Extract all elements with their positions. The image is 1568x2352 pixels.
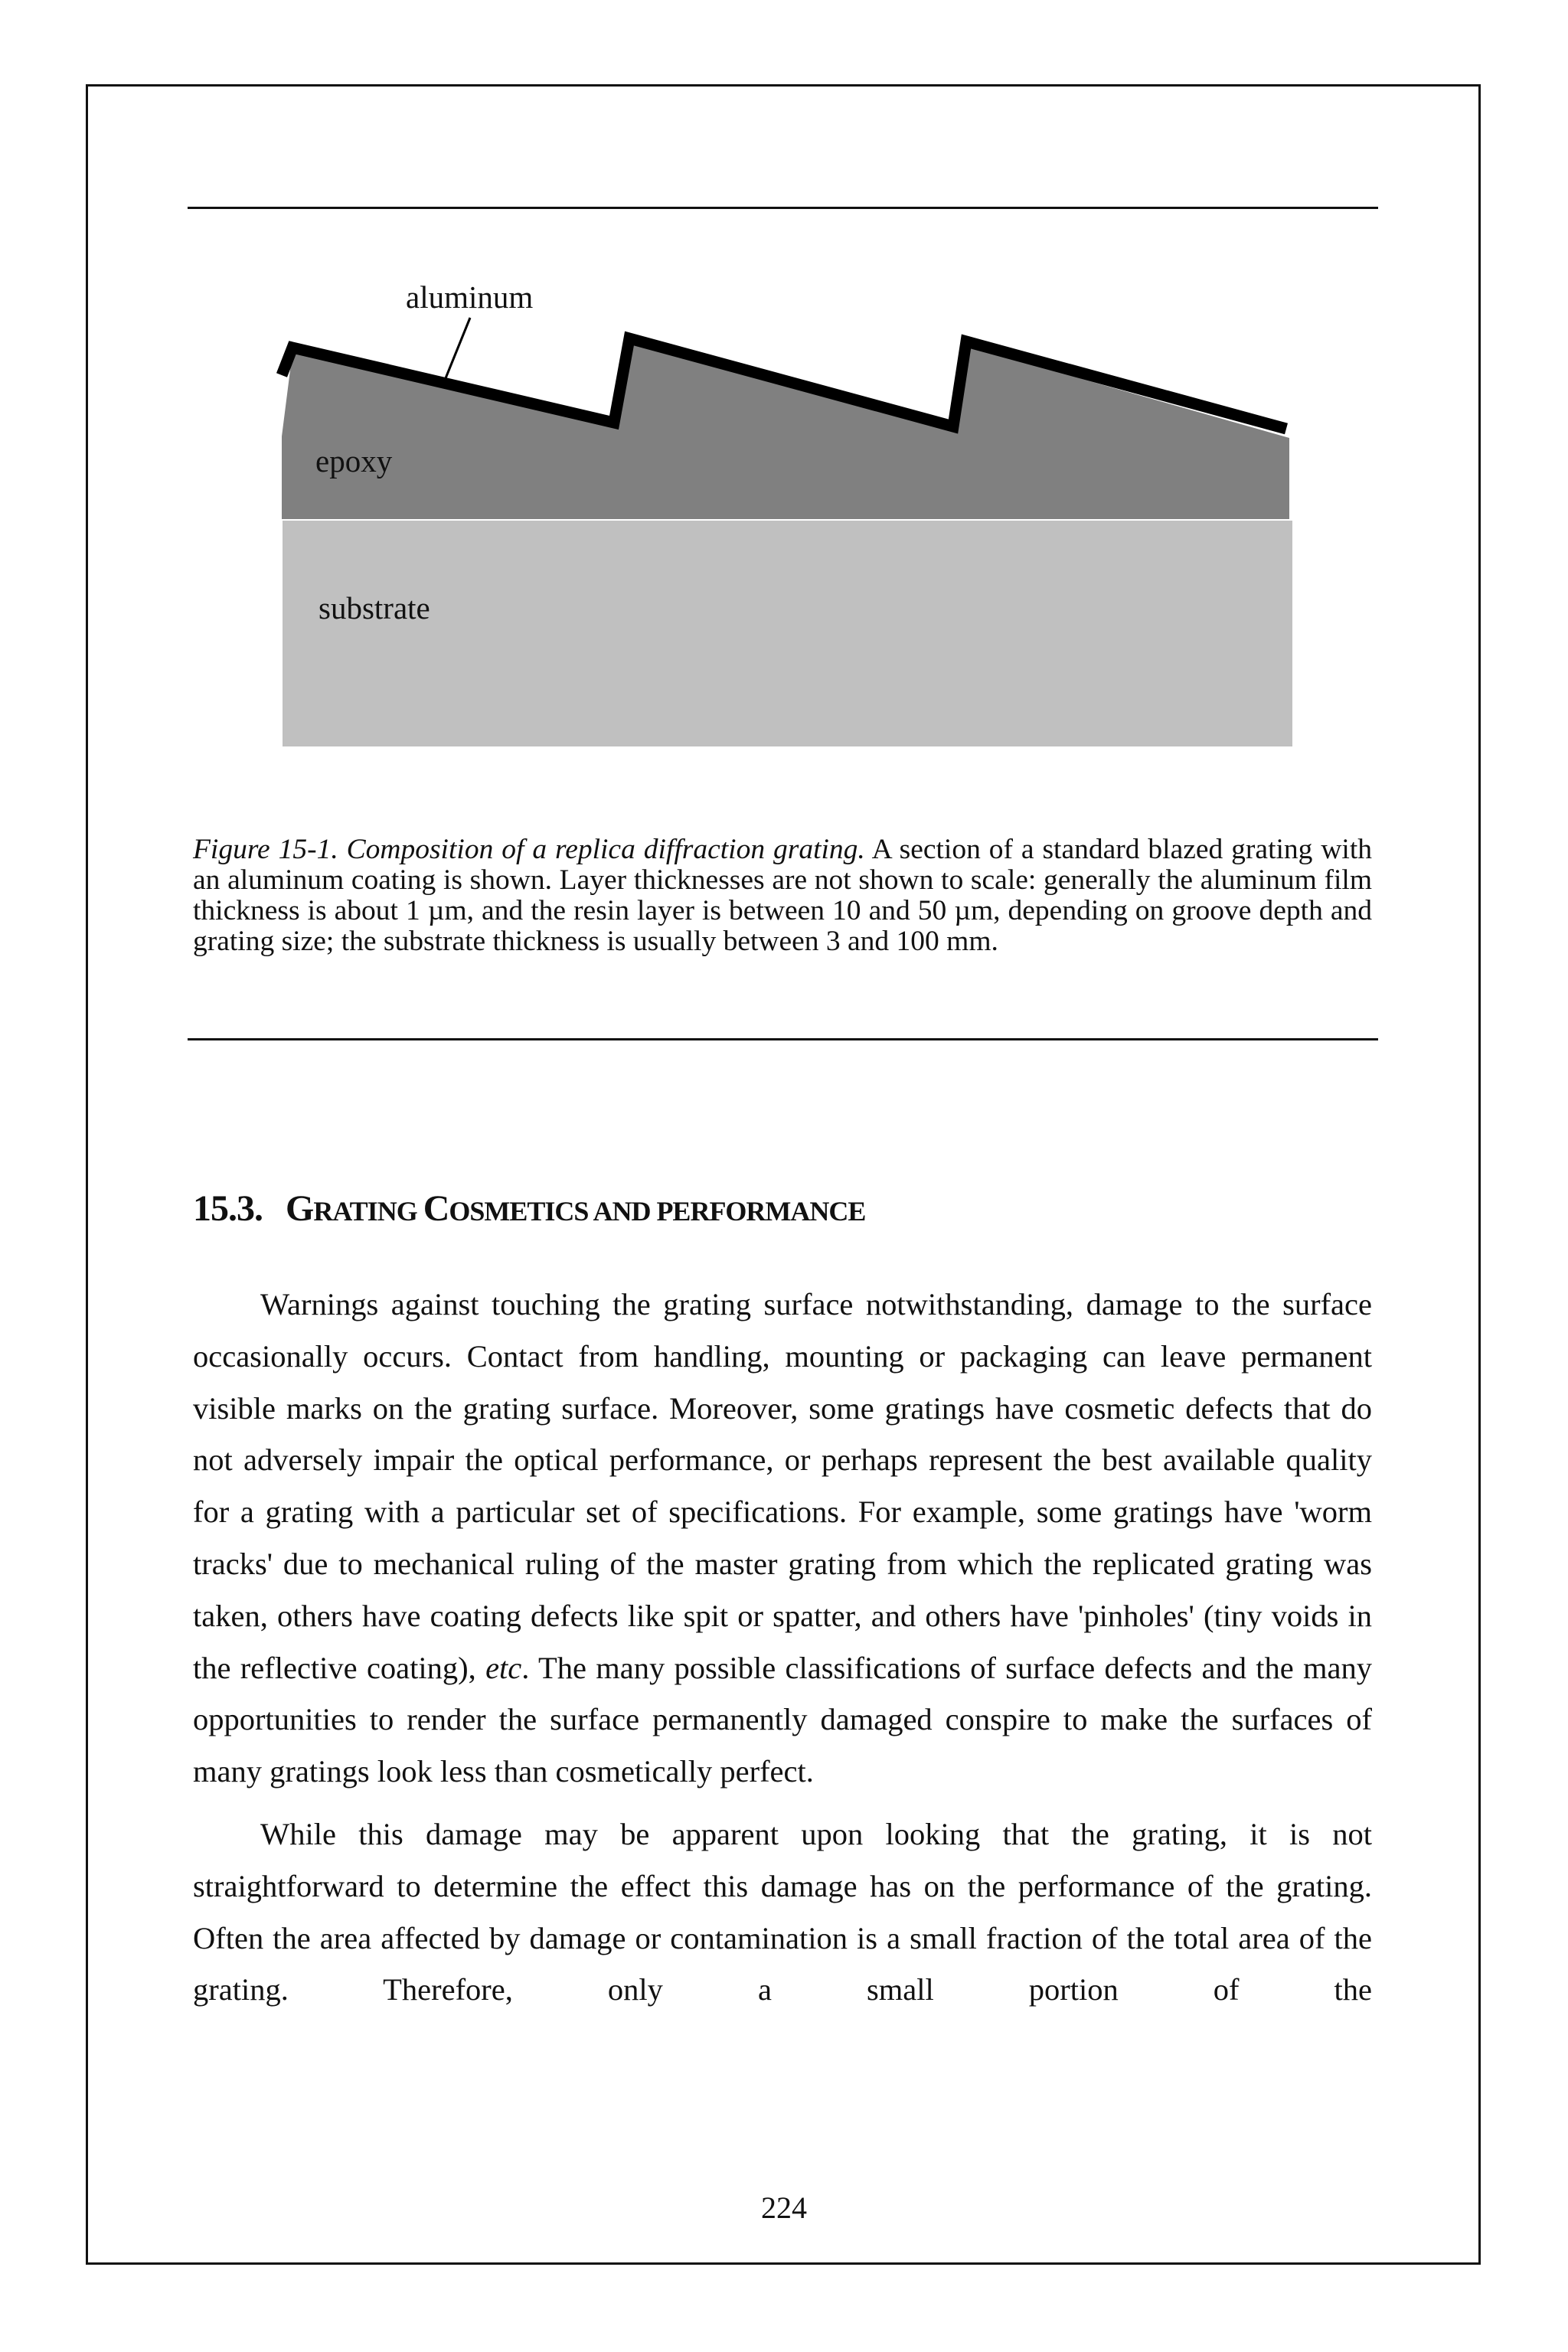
caption-text-2: m, and the resin layer is between 10 and 50 <box>444 895 955 926</box>
caption-title: Figure 15-1. Composition of a replica diffraction grating. <box>193 834 865 865</box>
paragraph-1-text-b: . The many possible classifications of surface defects and the many opportunities to render the surface permanently damaged conspire to make the surfaces of many gratings look less than cosmetically perfect. <box>193 1650 1372 1789</box>
section-title-part: RATING <box>313 1195 423 1227</box>
figure-bottom-rule <box>188 1038 1378 1040</box>
aluminum-pointer-line <box>446 318 470 378</box>
section-title <box>286 1188 865 1229</box>
paragraph-1-text-a: Warnings against touching the grating surface notwithstanding, damage to the surface occasionally occurs. Contact from handling, mounting or packaging can leave permanent visible marks on the grating surface. Moreover, some gratings have cosmetic defects that do not adversely impair the optical performance, or perhaps represent the best available quality for a grating with a particular set of specifications. For example, some gratings have 'worm tracks' due to mechanical ruling of the master grating from which the replicated grating was taken, others have coating defects like spit or spatter, and others have 'pinholes' (tiny voids in the reflective coating), <box>193 1287 1372 1685</box>
section-title-part: C <box>423 1187 449 1229</box>
caption-mu-2: µ <box>954 895 971 926</box>
section-heading <box>193 1187 866 1229</box>
section-title-part: G <box>286 1187 314 1229</box>
caption-text-1: A section of a standard blazed grating with an aluminum coating is shown. Layer thicknesses are not shown to scale: generally the aluminum film thickness is about 1 <box>193 834 1372 926</box>
caption-text-3: m, depending on groove depth and grating size; the substrate thickness is usually between 3 and 100 mm. <box>193 895 1373 957</box>
caption-mu-1: µ <box>427 895 445 926</box>
section-title-part: OSMETICS AND PERFORMANCE <box>449 1195 866 1227</box>
body-paragraph-2: While this damage may be apparent upon looking that the grating, it is not straightforward to determine the effect this damage has on the performance of the grating. Often the area affected by damage or contamination is a small fraction of the total area of the grating. Therefore, only a small portion of the <box>193 1816 1372 2007</box>
grating-diagram <box>276 276 1302 750</box>
body-paragraph-1 <box>193 1279 1372 1798</box>
epoxy-label: epoxy <box>315 443 393 479</box>
substrate-layer <box>282 521 1292 746</box>
figure-top-rule <box>188 207 1378 209</box>
paragraph-1-etc: etc <box>485 1650 522 1685</box>
figure-caption <box>193 835 1372 957</box>
page-number: 224 <box>761 2190 807 2225</box>
body-text <box>193 1279 1372 2016</box>
substrate-label: substrate <box>318 590 430 626</box>
section-number: 15.3. <box>193 1187 263 1229</box>
aluminum-label: aluminum <box>406 279 534 315</box>
epoxy-layer <box>282 343 1289 519</box>
grating-cross-section-figure <box>276 276 1302 750</box>
